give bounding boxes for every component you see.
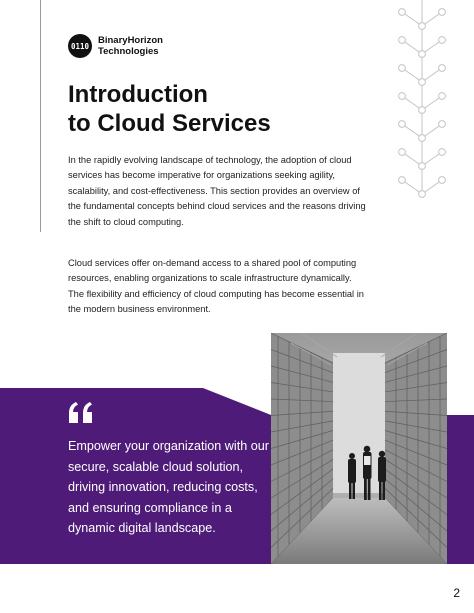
title-line1: Introduction [68,81,208,108]
left-vertical-rule [40,0,41,232]
office-corridor-photo [271,333,447,564]
brand-logo [68,34,163,58]
brand-name-line1: BinaryHorizon [98,35,163,46]
brand-name [98,35,163,57]
binary-logo-icon: 0110 [68,34,92,58]
intro-paragraph-1: In the rapidly evolving landscape of technology, the adoption of cloud services has become imperative for organizations seeking agility, scalability, and cost-effectiveness. This section provides an overview of the fundamental concepts behind cloud services and the reasons driving the shift to cloud computing. [68,155,366,227]
page-number: 2 [453,586,460,600]
title-line2: to Cloud Services [68,110,271,137]
quote-mark-icon [68,402,94,424]
intro-paragraph-2: Cloud services offer on-demand access to a shared pool of computing resources, enabling organizations to scale infrastructure dynamically. The flexibility and efficiency of cloud computing has become essential in the modern business environment. [68,258,364,315]
network-decoration-icon [392,0,452,200]
brand-name-line2: Technologies [98,46,159,57]
page-title [68,80,368,138]
pull-quote-text: Empower your organization with our secure, scalable cloud solution, driving innovation, reducing costs, and ensuring compliance in a dynamic digital landscape. [68,439,269,536]
